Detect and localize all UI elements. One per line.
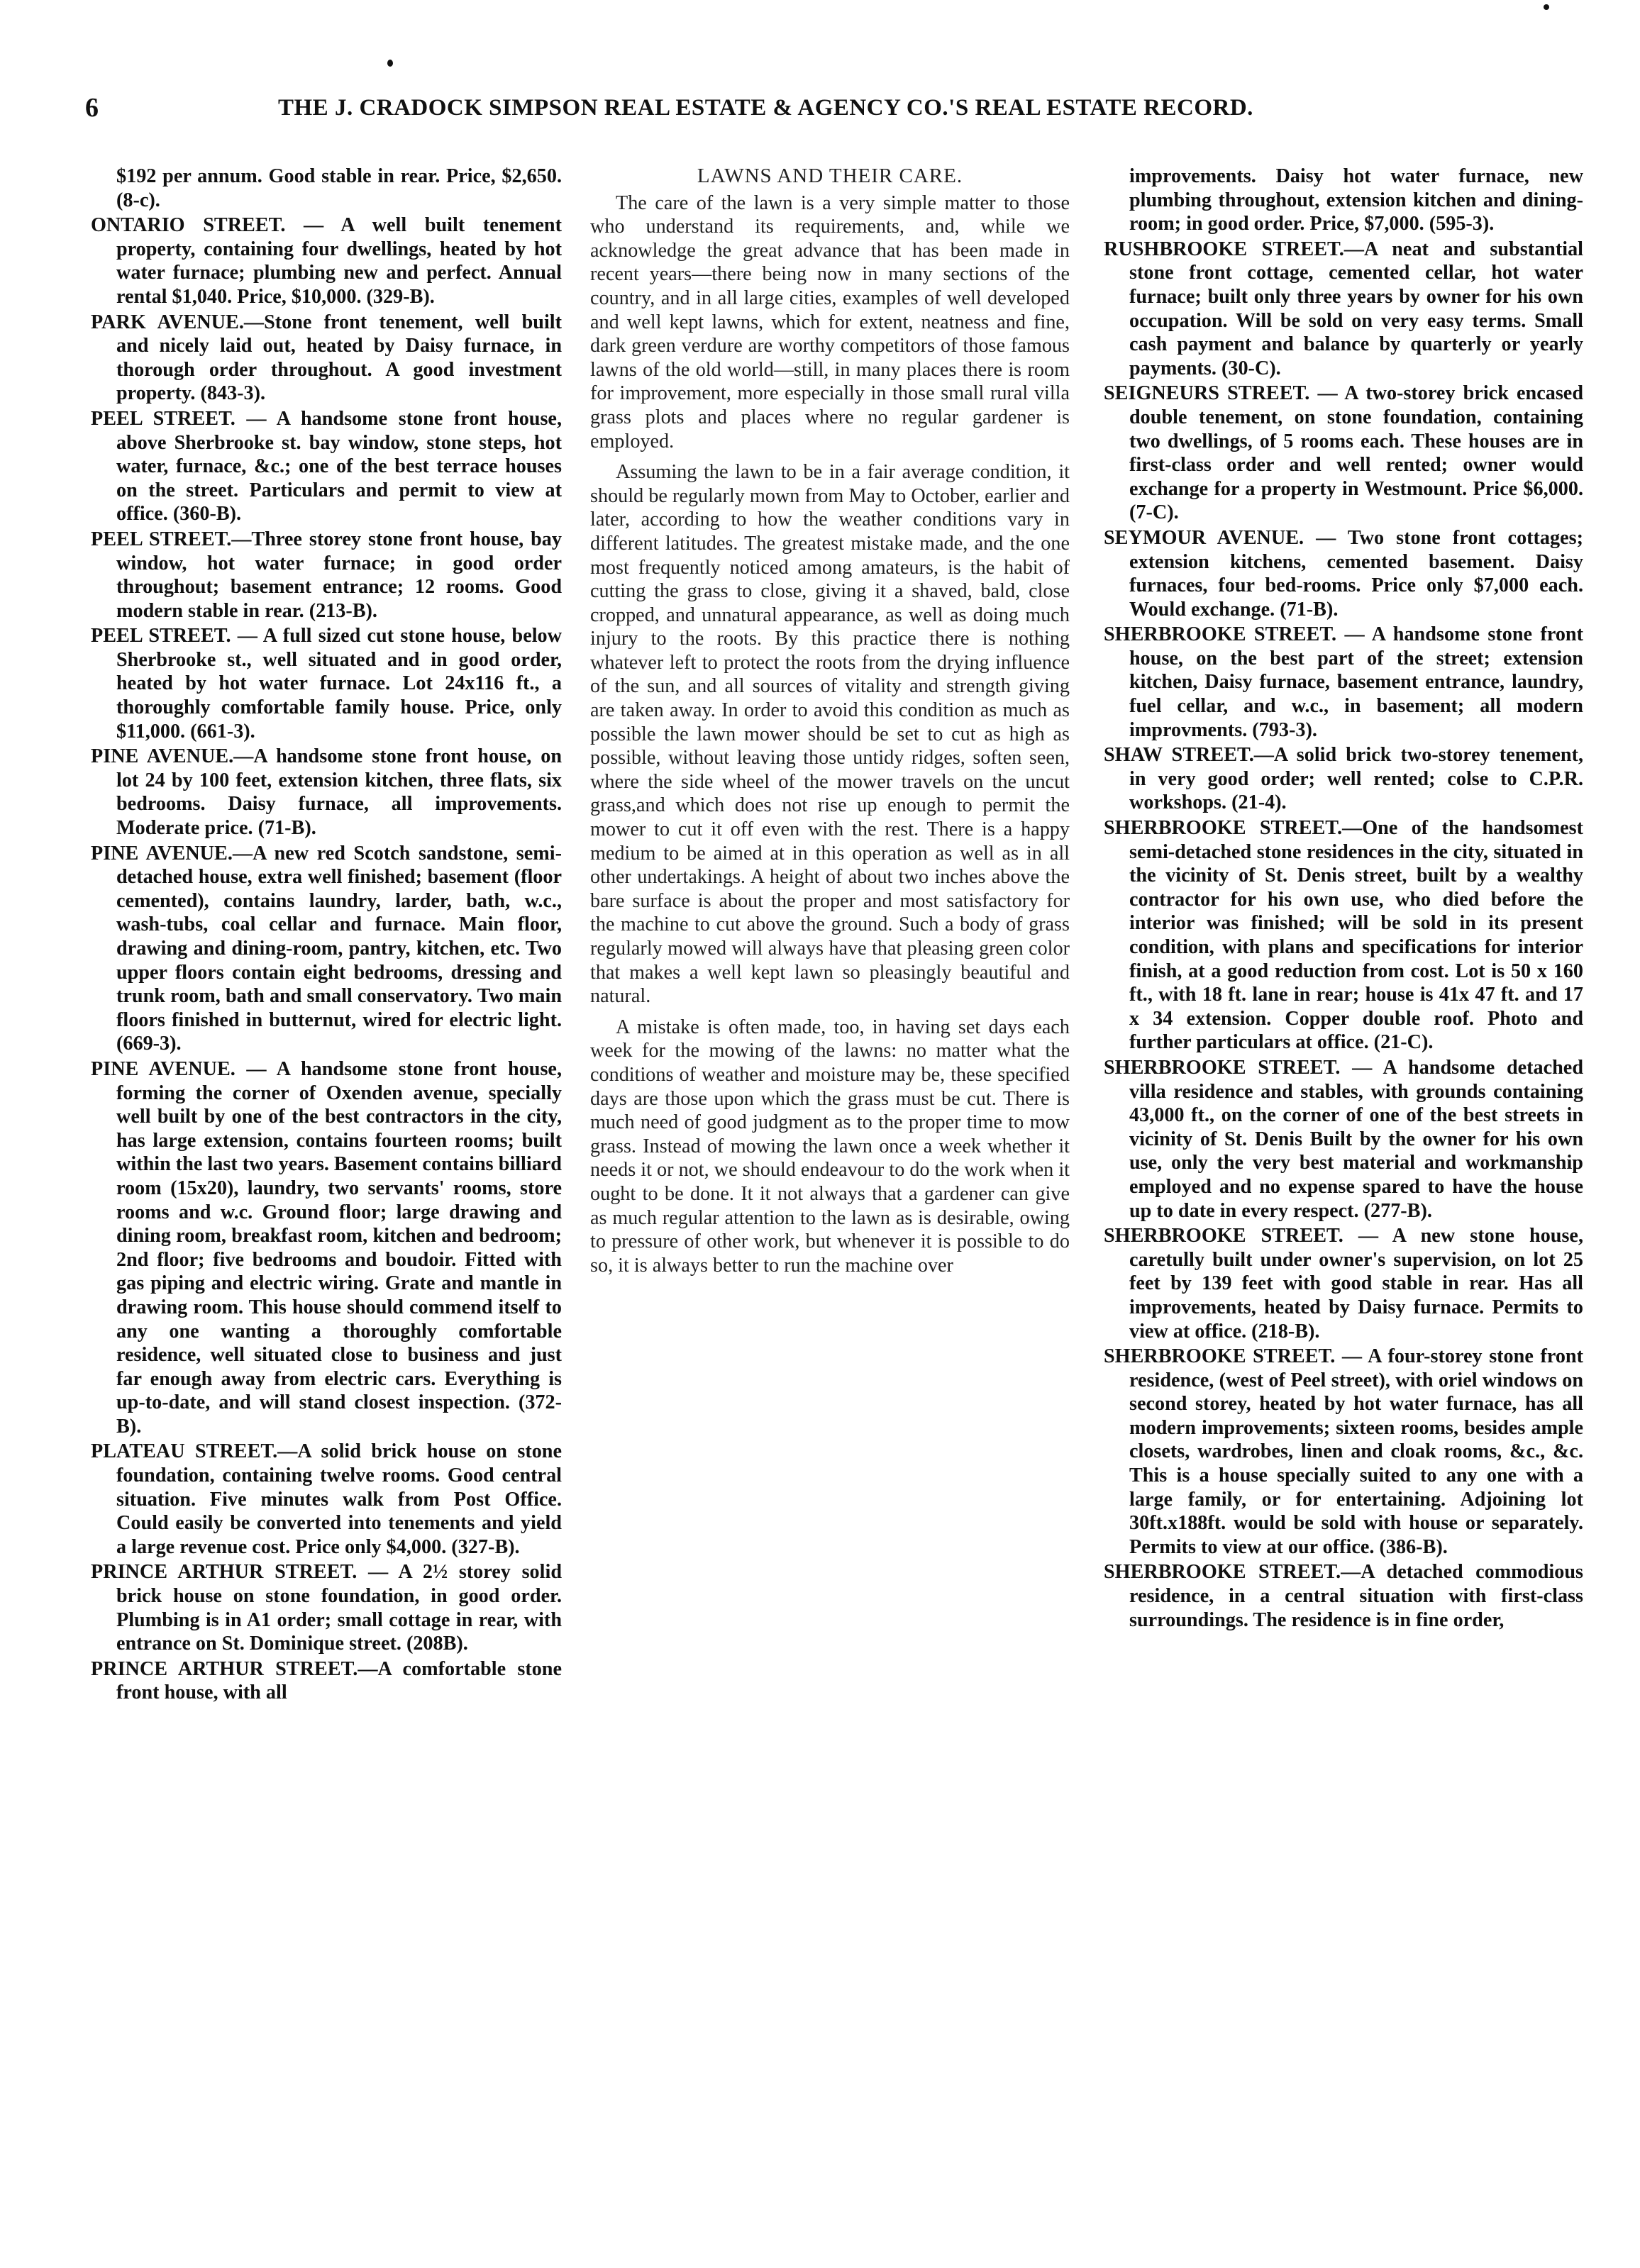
listing-entry: PRINCE ARTHUR STREET.—A comfortable stone front house, with all bbox=[91, 1657, 562, 1704]
article-paragraph: A mistake is often made, too, in having set days each week for the mowing of the lawns: no matter what the conditions of weather and moisture may be, these specified days are those upon which the grass must be cut. There is much need of good judgment as to the proper time to mow grass. Instead of mowing the lawn once a week whether it needs it or not, we should endeavour to do the work when it ought to be done. It it not always that a gardener can give as much regular attention to the lawn as is desirable, owing to pressure of other work, but whenever it is possible to do so, it is always better to run the machine over bbox=[590, 1016, 1070, 1277]
listing-continuation: improvements. Daisy hot water furnace, new plumbing throughout, extension kitchen and dining-room; in good order. Price, $7,000. (595-3). bbox=[1129, 165, 1583, 235]
listing-entry: RUSHBROOKE STREET.—A neat and substantial stone front cottage, cemented cellar, hot water furnace; built only three years by owner for his own occupation. Will be sold on very easy terms. Small cash payment and balance by quarterly or yearly payments. (30-C). bbox=[1104, 238, 1583, 379]
article-title: LAWNS AND THEIR CARE. bbox=[697, 165, 963, 187]
listing-entry: PEEL STREET. — A handsome stone front house, above Sherbrooke st. bay window, stone steps, hot water, furnace, &c.; one of the best terrace houses on the street. Particulars and permit to view at office. (360-B). bbox=[91, 407, 562, 526]
listing-entry: PINE AVENUE. — A handsome stone front house, forming the corner of Oxenden avenue, specially well built by one of the best contractors in the city, has large extension, contains fourteen rooms; built within the last two years. Basement contains billiard room (15x20), laundry, two servants' rooms, store rooms and w.c. Ground floor; large drawing and dining room, breakfast room, kitchen and bedroom; 2nd floor; five bedrooms and boudoir. Fitted with gas piping and electric wiring. Grate and mantle in drawing room. This house should commend itself to any one wanting a thoroughly comfortable residence, well situated close to business and just far enough away from electric cars. Everything is up-to-date, and will stand closest inspection. (372-B). bbox=[91, 1057, 562, 1438]
listing-entry: SHERBROOKE STREET. — A four-storey stone front residence, (west of Peel street), with oriel windows on second storey, heated by hot water furnace, has all modern improvements; sixteen rooms, besides ample closets, wardrobes, linen and cloak rooms, &c., &c. This is a house specially suited to any one with a large family, or for entertaining. Adjoining lot 30ft.x188ft. would be sold with house or separately. Permits to view at our office. (386-B). bbox=[1104, 1345, 1583, 1558]
listing-entry: SEYMOUR AVENUE. — Two stone front cottages; extension kitchens, cemented basement. Daisy furnaces, four bed-rooms. Price only $7,000 each. Would exchange. (71-B). bbox=[1104, 526, 1583, 621]
listing-entry: SHERBROOKE STREET. — A handsome stone front house, on the best part of the street; extension kitchen, Daisy furnace, basement entrance, laundry, fuel cellar, and w.c., in basement; all modern improvments. (793-3). bbox=[1104, 623, 1583, 741]
listing-entry: ONTARIO STREET. — A well built tenement property, containing four dwellings, heated by hot water furnace; plumbing new and perfect. Annual rental $1,040. Price, $10,000. (329-B). bbox=[91, 214, 562, 308]
listing-entry: SHERBROOKE STREET. — A new stone house, caretully built under owner's supervision, on lot 25 feet by 139 feet with good stable in rear. Has all improvements, heated by Daisy furnace. Permits to view at office. (218-B). bbox=[1104, 1225, 1583, 1343]
listing-entry: PEEL STREET. — A full sized cut stone house, below Sherbrooke st., well situated and in good order, heated by hot water furnace. Lot 24x116 ft., a thoroughly comfortable family house. Price, only $11,000. (661-3). bbox=[91, 625, 562, 743]
page-title: THE J. CRADOCK SIMPSON REAL ESTATE & AGENCY CO.'S REAL ESTATE RECORD. bbox=[278, 95, 1253, 121]
listing-entry: SEIGNEURS STREET. — A two-storey brick encased double tenement, on stone foundation, containing two dwellings, of 5 rooms each. These houses are in first-class order and well rented; owner would exchange for a property in Westmount. Price $6,000. (7-C). bbox=[1104, 382, 1583, 524]
listing-entry: SHAW STREET.—A solid brick two-storey tenement, in very good order; well rented; colse to C.P.R. workshops. (21-4). bbox=[1104, 744, 1583, 814]
article-paragraph: Assuming the lawn to be in a fair average condition, it should be regularly mown from May to October, earlier and later, according to how the weather conditions vary in different latitudes. The greatest mistake made, and the one most frequently noticed among amateurs, is the habit of cutting the grass to close, giving it a shaved, bald, close cropped, and unnatural appearance, as well as doing much injury to the roots. By this practice there is nothing whatever left to protect the roots from the drying influence of the sun, and all sources of vitality and strength giving are taken away. In order to avoid this condition as much as possible the lawn mower should be set to cut as high as possible, without leaving those untidy ridges, soften seen, where the side wheel of the mower travels on the uncut grass,and which does not rise up enough to permit the mower to cut it off even with the rest. There is a happy medium to be aimed at in this operation as well as in all other undertakings. A height of about two inches above the bare surface is about the proper and most satisfactory for the machine to cut above the ground. Such a body of grass regularly mowed will always have that pleasing green color that makes a well kept lawn so pleasingly beautiful and natural. bbox=[590, 461, 1070, 1008]
listing-entry: PEEL STREET.—Three storey stone front house, bay window, hot water furnace; in good order throughout; basement entrance; 12 rooms. Good modern stable in rear. (213-B). bbox=[91, 528, 562, 622]
article-paragraph: The care of the lawn is a very simple matter to those who understand its requirements, and, while we acknowledge the great advance that has been made in recent years—there being now in many sections of the country, and in all large cities, examples of well developed and well kept lawns, which for extent, neatness and fine, dark green verdure are worthy competitors of those famous lawns of the old world—still, in many places there is room for improvement, more especially in those small rural villa grass plots and places where no regular gardener is employed. bbox=[590, 191, 1070, 452]
column-listings-left bbox=[91, 165, 562, 2235]
print-speck bbox=[1544, 4, 1549, 10]
column-listings-right bbox=[1104, 165, 1583, 2235]
listing-entry: PINE AVENUE.—A handsome stone front house, on lot 24 by 100 feet, extension kitchen, three flats, six bedrooms. Daisy furnace, all improvements. Moderate price. (71-B). bbox=[91, 745, 562, 840]
page-header bbox=[79, 92, 1583, 135]
page-number: 6 bbox=[85, 93, 99, 123]
listing-entry: SHERBROOKE STREET. — A handsome detached villa residence and stables, with grounds containing 43,000 ft., on the corner of one of the best streets in vicinity of St. Denis Built by the owner for his own use, only the very best material and workmanship employed and no expense spared to have the house up to date in every respect. (277-B). bbox=[1104, 1056, 1583, 1222]
listing-entry: SHERBROOKE STREET.—A detached commodious residence, in a central situation with first-class surroundings. The residence is in fine order, bbox=[1104, 1561, 1583, 1631]
listing-entry: SHERBROOKE STREET.—One of the handsomest semi-detached stone residences in the city, situated in the vicinity of St. Denis street, built by a wealthy contractor for his own use, who died before the interior was finished; will be sold in its present condition, with plans and specifications for interior finish, at a good reduction from cost. Lot is 50 x 160 ft., with 18 ft. lane in rear; house is 41x 47 ft. and 17 x 34 extension. Copper double roof. Photo and further particulars at office. (21-C). bbox=[1104, 817, 1583, 1054]
listing-continuation: $192 per annum. Good stable in rear. Price, $2,650. (8-c). bbox=[116, 165, 562, 211]
listing-entry: PRINCE ARTHUR STREET. — A 2½ storey solid brick house on stone foundation, in good order. Plumbing is in A1 order; small cottage in rear, with entrance on St. Dominique street. (208B). bbox=[91, 1561, 562, 1655]
print-speck bbox=[387, 60, 393, 67]
listing-entry: PARK AVENUE.—Stone front tenement, well built and nicely laid out, heated by Daisy furnace, in thorough order throughout. A good investment property. (843-3). bbox=[91, 311, 562, 405]
column-article bbox=[590, 165, 1070, 2235]
listing-entry: PINE AVENUE.—A new red Scotch sandstone, semi-detached house, extra well finished; basement (floor cemented), contains laundry, larder, bath, w.c., wash-tubs, coal cellar and furnace. Main floor, drawing and dining-room, pantry, kitchen, etc. Two upper floors contain eight bedrooms, dressing and trunk room, bath and small conservatory. Two main floors finished in butternut, wired for electric light. (669-3). bbox=[91, 842, 562, 1055]
listing-entry: PLATEAU STREET.—A solid brick house on stone foundation, containing twelve rooms. Good central situation. Five minutes walk from Post Office. Could easily be converted into tenements and yield a large revenue cost. Price only $4,000. (327-B). bbox=[91, 1440, 562, 1558]
